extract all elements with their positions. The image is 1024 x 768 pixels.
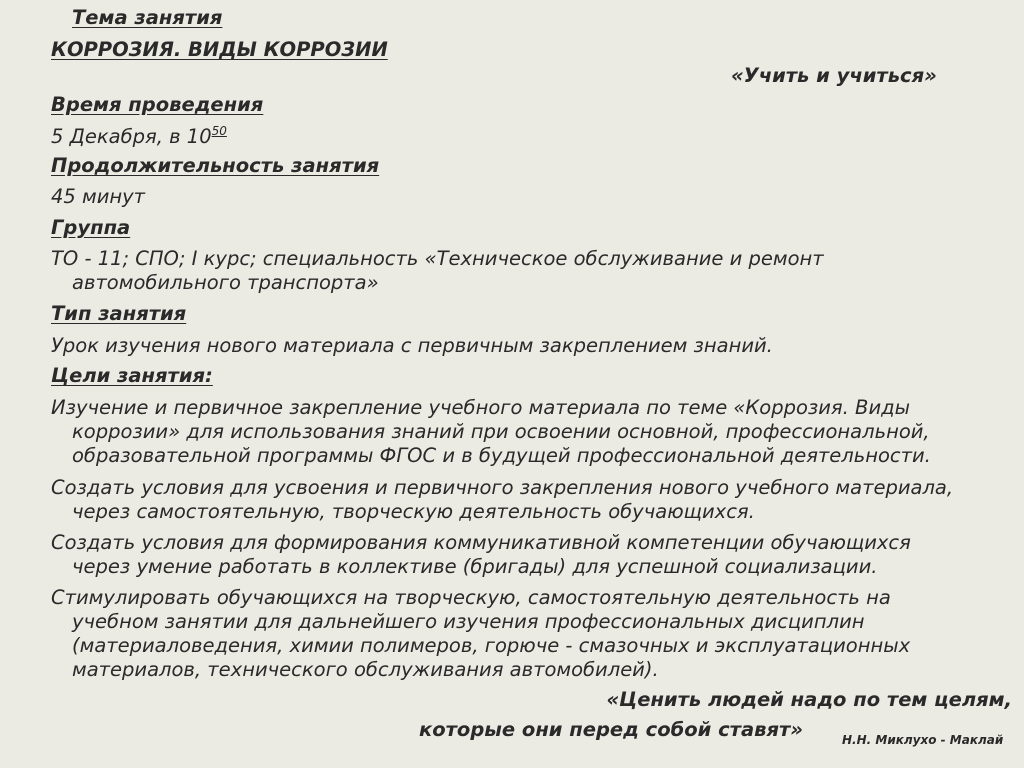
- quote-line-1: «Ценить людей надо по тем целям,: [606, 688, 1012, 711]
- goal-2-line-1: Создать условия для усвоения и первичного закрепления нового учебного материала,: [51, 476, 954, 499]
- lesson-type-heading: Тип занятия: [51, 302, 187, 325]
- group-heading: Группа: [51, 216, 131, 239]
- goal-2-line-2: через самостоятельную, творческую деятельность обучающихся.: [72, 500, 755, 523]
- goal-1-line-3: образовательной программы ФГОС и в будущей профессиональной деятельности.: [72, 444, 931, 467]
- goal-1-line-2: коррозии» для использования знаний при освоении основной, профессиональной,: [72, 420, 930, 443]
- motto-top: «Учить и учиться»: [731, 64, 937, 87]
- time-value: [51, 125, 227, 149]
- quote-author: Н.Н. Миклухо - Маклай: [842, 733, 1004, 747]
- time-value-main: 5 Декабря, в 10: [51, 125, 212, 148]
- goal-3-line-1: Создать условия для формирования коммуникативной компетенции обучающихся: [51, 531, 911, 554]
- goal-3-line-2: через умение работать в коллективе (бригады) для успешной социализации.: [72, 555, 878, 578]
- goal-4-line-2: учебном занятии для дальнейшего изучения профессиональных дисциплин: [72, 610, 865, 633]
- quote-line-2: которые они перед собой ставят»: [419, 718, 803, 741]
- goals-heading: Цели занятия:: [51, 364, 213, 387]
- time-value-minutes: 50: [211, 124, 227, 138]
- topic-heading: Тема занятия: [72, 6, 223, 29]
- time-heading: Время проведения: [51, 93, 264, 116]
- goal-4-line-3: (материаловедения, химии полимеров, горюче - смазочных и эксплуатационных: [72, 634, 911, 657]
- lesson-type-value: Урок изучения нового материала с первичным закреплением знаний.: [51, 334, 773, 357]
- duration-heading: Продолжительность занятия: [51, 154, 380, 177]
- group-line-2: автомобильного транспорта»: [72, 271, 379, 294]
- goal-4-line-4: материалов, технического обслуживания автомобилей).: [72, 658, 659, 681]
- duration-value: 45 минут: [51, 185, 146, 208]
- goal-1-line-1: Изучение и первичное закрепление учебного материала по теме «Коррозия. Виды: [51, 396, 910, 419]
- goal-4-line-1: Стимулировать обучающихся на творческую, самостоятельную деятельность на: [51, 586, 891, 609]
- topic-title: КОРРОЗИЯ. ВИДЫ КОРРОЗИИ: [51, 38, 388, 61]
- group-line-1: ТО - 11; СПО; I курс; специальность «Техническое обслуживание и ремонт: [51, 247, 824, 270]
